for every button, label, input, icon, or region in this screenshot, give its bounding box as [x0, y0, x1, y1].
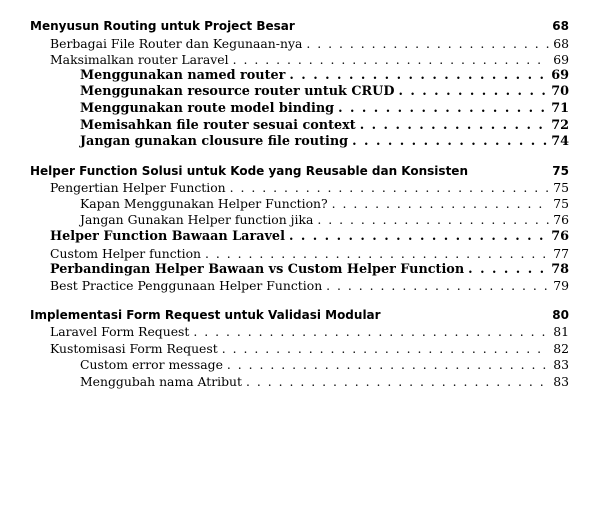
- toc-page-number: 69: [553, 52, 569, 67]
- toc-page-number: 75: [553, 180, 569, 195]
- toc-entry[interactable]: [0, 118, 599, 134]
- toc-leader-dots: [201, 246, 549, 262]
- toc-page-number: 75: [552, 164, 569, 178]
- toc-entry[interactable]: [0, 341, 599, 357]
- toc-entry[interactable]: [0, 52, 599, 68]
- toc-entry-title: Best Practice Penggunaan Helper Function: [50, 278, 323, 293]
- toc-page-number: 83: [553, 374, 569, 389]
- toc-entry[interactable]: [0, 196, 599, 212]
- toc-entry-title: Berbagai File Router dan Kegunaan-nya: [50, 36, 303, 51]
- toc-leader-dots: [285, 68, 549, 84]
- toc-entry-title: Helper Function Bawaan Laravel: [50, 229, 285, 244]
- toc-page-number: 69: [551, 68, 569, 83]
- toc-leader-dots: [226, 180, 549, 196]
- toc-leader-dots: [229, 52, 549, 68]
- toc-chapter[interactable]: [0, 307, 599, 323]
- toc-entry-title: Pengertian Helper Function: [50, 180, 226, 195]
- toc-leader-dots: [223, 357, 549, 373]
- toc-entry-title: Menggunakan resource router untuk CRUD: [80, 84, 395, 99]
- toc-leader-dots: [464, 262, 549, 278]
- toc-page-number: 68: [552, 19, 569, 33]
- toc-entry-title: Menggunakan named router: [80, 68, 286, 83]
- toc-page-number: 76: [553, 212, 569, 227]
- toc-chapter-title: Helper Function Solusi untuk Kode yang Reusable dan Konsisten: [30, 164, 468, 178]
- toc-entry[interactable]: [0, 262, 599, 278]
- toc-entry[interactable]: [0, 324, 599, 340]
- toc-entry[interactable]: [0, 68, 599, 84]
- toc-entry[interactable]: [0, 101, 599, 117]
- toc-page-number: 71: [551, 101, 569, 116]
- toc-leader-dots: [356, 118, 549, 134]
- toc-leader-dots: [328, 196, 549, 212]
- toc-entry[interactable]: [0, 180, 599, 196]
- toc-entry[interactable]: [0, 357, 599, 373]
- toc-entry-title: Menggubah nama Atribut: [80, 374, 243, 389]
- toc-entry-title: Jangan Gunakan Helper function jika: [80, 212, 314, 227]
- toc-leader-dots: [348, 134, 549, 150]
- toc-entry[interactable]: [0, 246, 599, 262]
- toc-entry-title: Custom Helper function: [50, 246, 202, 261]
- toc-chapter[interactable]: [0, 163, 599, 179]
- toc-chapter-title: Menyusun Routing untuk Project Besar: [30, 19, 295, 33]
- toc-leader-dots: [302, 36, 549, 52]
- toc-page-number: 68: [553, 36, 569, 51]
- toc-entry[interactable]: [0, 134, 599, 150]
- toc-entry[interactable]: [0, 229, 599, 245]
- toc-entry[interactable]: [0, 36, 599, 52]
- toc-page-number: 79: [553, 278, 569, 293]
- toc-leader-dots: [285, 229, 549, 245]
- toc-page-number: 76: [551, 229, 569, 244]
- toc-entry-title: Jangan gunakan clousure file routing: [80, 134, 349, 149]
- toc-page-number: 70: [551, 84, 569, 99]
- toc-page-number: 74: [551, 134, 569, 149]
- toc-entry-title: Memisahkan file router sesuai context: [80, 118, 356, 133]
- toc-page-number: 75: [553, 196, 569, 211]
- toc-leader-dots: [242, 374, 549, 390]
- toc-entry-title: Maksimalkan router Laravel: [50, 52, 229, 67]
- toc-entry-title: Kapan Menggunakan Helper Function?: [80, 196, 328, 211]
- toc-entry-title: Perbandingan Helper Bawaan vs Custom Helper Function: [50, 262, 465, 277]
- toc-leader-dots: [189, 324, 549, 340]
- toc-entry[interactable]: [0, 84, 599, 100]
- toc-leader-dots: [334, 101, 549, 117]
- toc-leader-dots: [218, 341, 549, 357]
- toc-entry-title: Menggunakan route model binding: [80, 101, 335, 116]
- toc-page-number: 80: [552, 308, 569, 322]
- toc-leader-dots: [322, 278, 549, 294]
- toc-page-number: 72: [551, 118, 569, 133]
- toc-entry-title: Kustomisasi Form Request: [50, 341, 218, 356]
- toc-page-number: 81: [553, 324, 569, 339]
- toc-chapter-title: Implementasi Form Request untuk Validasi Modular: [30, 308, 381, 322]
- toc-leader-dots: [313, 212, 549, 228]
- toc-leader-dots: [394, 84, 549, 100]
- toc-page-number: 82: [553, 341, 569, 356]
- toc-chapter[interactable]: [0, 18, 599, 34]
- toc-page-number: 77: [553, 246, 569, 261]
- toc-entry[interactable]: [0, 278, 599, 294]
- toc-page-number: 78: [551, 262, 569, 277]
- toc-entry-title: Custom error message: [80, 357, 223, 372]
- toc-entry[interactable]: [0, 374, 599, 390]
- toc-entry-title: Laravel Form Request: [50, 324, 190, 339]
- toc-entry[interactable]: [0, 212, 599, 228]
- toc-page-number: 83: [553, 357, 569, 372]
